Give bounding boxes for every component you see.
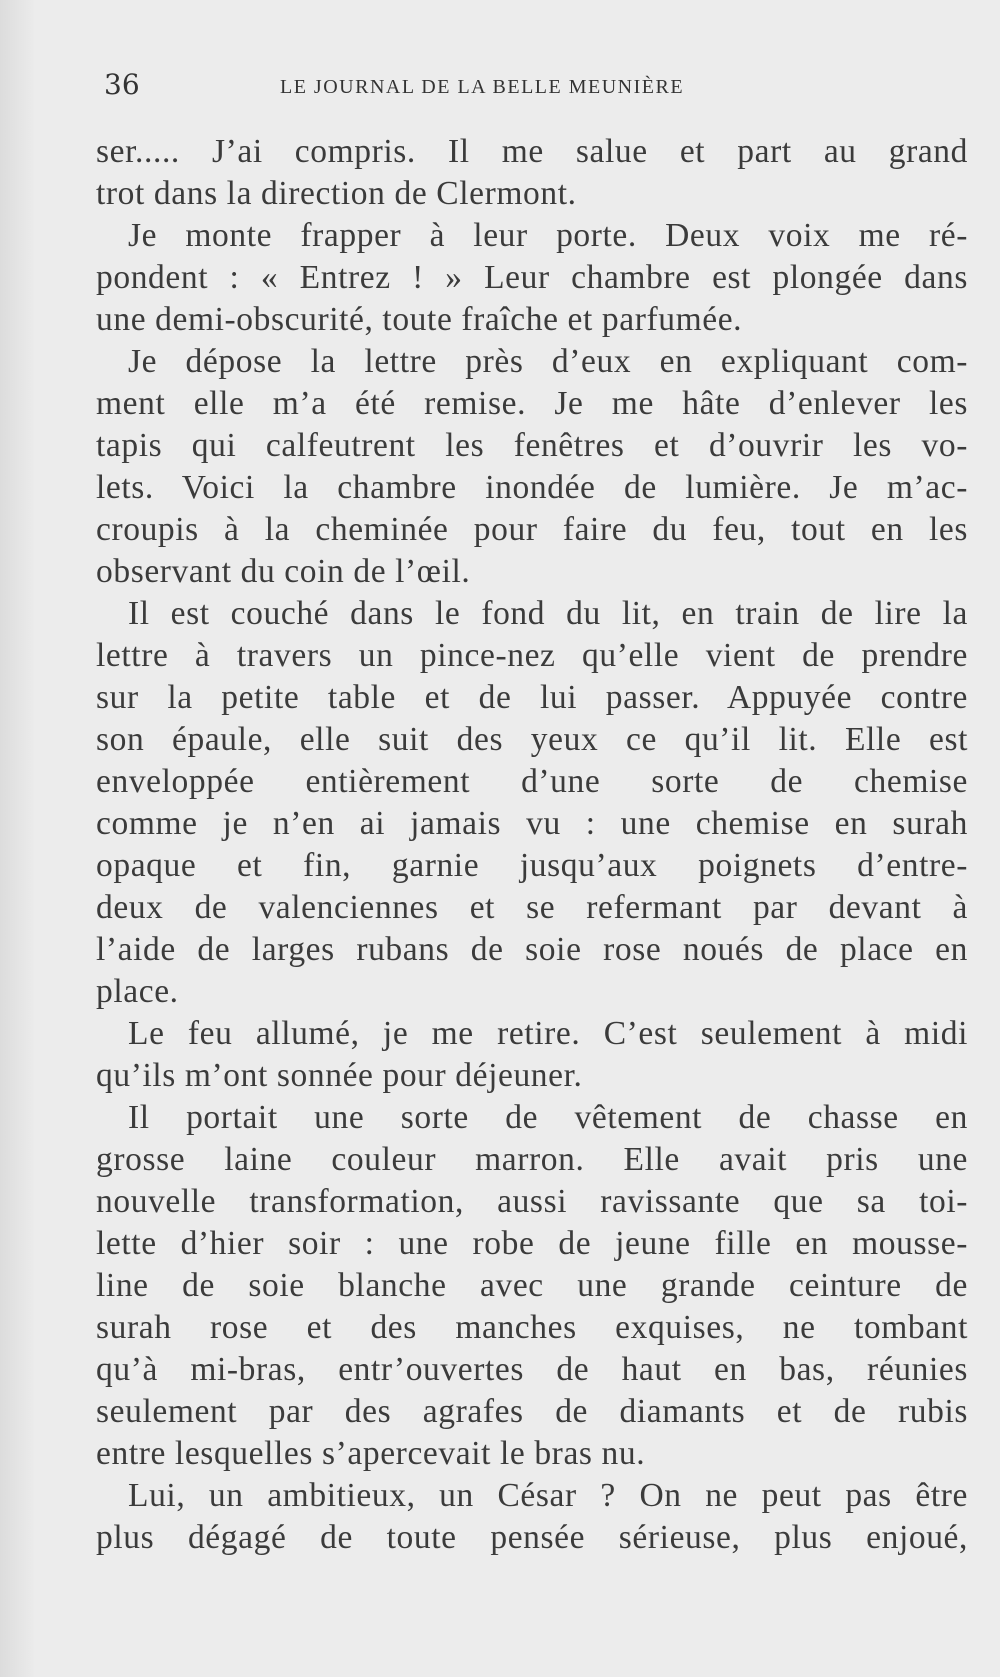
text-line: pondent : « Entrez ! » Leur chambre est plongée dans (96, 259, 968, 296)
text-line: plus dégagé de toute pensée sérieuse, plus enjoué, (96, 1519, 968, 1556)
text-line: l’aide de larges rubans de soie rose noués de place en (96, 931, 968, 968)
text-line: ser..... J’ai compris. Il me salue et part au grand (96, 133, 968, 170)
paragraph-first-line: Je dépose la lettre près d’eux en expliquant com- (128, 343, 968, 380)
text-line: tapis qui calfeutrent les fenêtres et d’ouvrir les vo- (96, 427, 968, 464)
text-line: place. (96, 973, 179, 1010)
paragraph-first-line: Le feu allumé, je me retire. C’est seulement à midi (128, 1015, 968, 1052)
text-line: nouvelle transformation, aussi ravissante que sa toi- (96, 1183, 968, 1220)
paragraph-first-line: Il portait une sorte de vêtement de chasse en (128, 1099, 968, 1136)
text-line: qu’ils m’ont sonnée pour déjeuner. (96, 1057, 583, 1094)
paragraph-first-line: Il est couché dans le fond du lit, en train de lire la (128, 595, 968, 632)
text-line: lette d’hier soir : une robe de jeune fille en mousse- (96, 1225, 968, 1262)
body-text (96, 131, 968, 1559)
text-line: une demi-obscurité, toute fraîche et parfumée. (96, 301, 743, 338)
text-line: observant du coin de l’œil. (96, 553, 471, 590)
running-head (104, 68, 794, 108)
running-title: LE JOURNAL DE LA BELLE MEUNIÈRE (280, 76, 685, 98)
text-line: grosse laine couleur marron. Elle avait pris une (96, 1141, 968, 1178)
text-line: seulement par des agrafes de diamants et de rubis (96, 1393, 968, 1430)
text-line: deux de valenciennes et se refermant par devant à (96, 889, 968, 926)
text-line: lets. Voici la chambre inondée de lumière. Je m’ac- (96, 469, 968, 506)
paragraph-first-line: Je monte frapper à leur porte. Deux voix me ré- (128, 217, 968, 254)
text-line: line de soie blanche avec une grande ceinture de (96, 1267, 968, 1304)
text-line: comme je n’en ai jamais vu : une chemise en surah (96, 805, 968, 842)
text-line: trot dans la direction de Clermont. (96, 175, 577, 212)
page-number: 36 (104, 68, 140, 101)
page-edge-shadow (0, 0, 34, 1677)
text-line: entre lesquelles s’apercevait le bras nu. (96, 1435, 646, 1472)
text-line: sur la petite table et de lui passer. Appuyée contre (96, 679, 968, 716)
paragraph-first-line: Lui, un ambitieux, un César ? On ne peut pas être (128, 1477, 968, 1514)
text-line: lettre à travers un pince-nez qu’elle vient de prendre (96, 637, 968, 674)
text-line: ment elle m’a été remise. Je me hâte d’enlever les (96, 385, 968, 422)
text-line: enveloppée entièrement d’une sorte de chemise (96, 763, 968, 800)
text-line: croupis à la cheminée pour faire du feu, tout en les (96, 511, 968, 548)
text-line: son épaule, elle suit des yeux ce qu’il lit. Elle est (96, 721, 968, 758)
text-line: surah rose et des manches exquises, ne tombant (96, 1309, 968, 1346)
text-line: qu’à mi-bras, entr’ouvertes de haut en bas, réunies (96, 1351, 968, 1388)
text-line: opaque et fin, garnie jusqu’aux poignets d’entre- (96, 847, 968, 884)
